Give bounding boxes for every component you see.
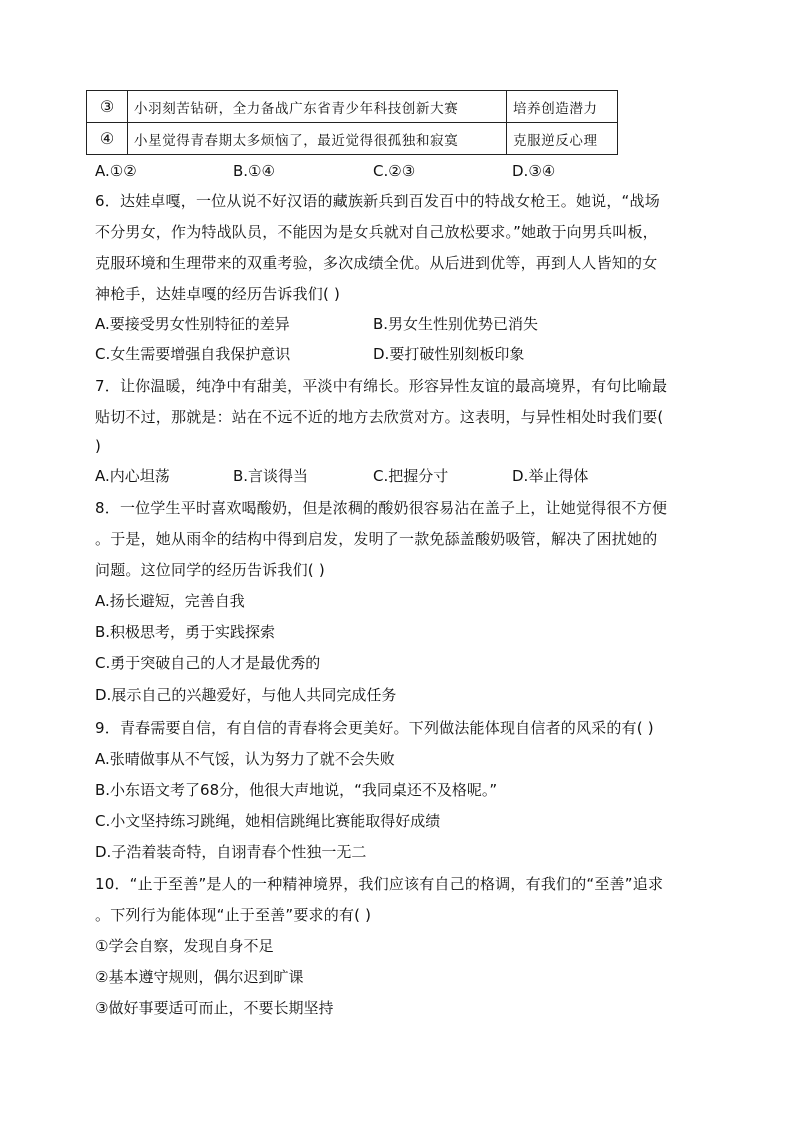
q10-line-1: 10．“止于至善”是人的一种精神境界，我们应该有自己的格调，有我们的“至善”追求 — [95, 875, 664, 893]
q9-option-d: D.子浩着装奇特，自诩青春个性独一无二 — [95, 843, 367, 861]
q9-option-b: B.小东语文考了68分，他很大声地说，“我同桌还不及格呢。” — [95, 781, 498, 799]
q5-option-c: C.②③ — [373, 162, 416, 180]
q10-item-2: ②基本遵守规则，偶尔迟到旷课 — [95, 968, 304, 986]
q6-line-3: 克服环境和生理带来的双重考验，多次成绩全优。从后进到优等，再到人人皆知的女 — [95, 254, 658, 272]
q10-item-3: ③做好事要适可而止，不要长期坚持 — [95, 999, 334, 1017]
q6-option-c: C.女生需要增强自我保护意识 — [95, 345, 291, 363]
table-row — [87, 123, 618, 155]
q5-option-d: D.③④ — [512, 162, 556, 180]
q10-item-1: ①学会自察，发现自身不足 — [95, 937, 274, 955]
row-effect: 克服逆反心理 — [507, 123, 618, 155]
q6-option-a: A.要接受男女性别特征的差异 — [95, 315, 290, 333]
q7-line-1: 7．让你温暖，纯净中有甜美，平淡中有绵长。形容异性友谊的最高境界，有句比喻最 — [95, 377, 668, 395]
row-description: 小羽刻苦钻研，全力备战广东省青少年科技创新大赛 — [128, 91, 507, 123]
q9-line-1: 9．青春需要自信，有自信的青春将会更美好。下列做法能体现自信者的风采的有( ) — [95, 719, 654, 737]
q10-line-2: 。下列行为能体现“止于至善”要求的有( ) — [95, 906, 372, 924]
q7-option-d: D.举止得体 — [512, 467, 589, 485]
q8-option-c: C.勇于突破自己的人才是最优秀的 — [95, 654, 321, 672]
q6-option-d: D.要打破性别刻板印象 — [373, 345, 525, 363]
q6-option-b: B.男女生性别优势已消失 — [373, 315, 539, 333]
q6-line-1: 6．达娃卓嘎，一位从说不好汉语的藏族新兵到百发百中的特战女枪王。她说，“战场 — [95, 192, 660, 210]
q7-option-c: C.把握分寸 — [373, 467, 449, 485]
q8-option-d: D.展示自己的兴趣爱好，与他人共同完成任务 — [95, 686, 397, 704]
q8-line-3: 问题。这位同学的经历告诉我们( ) — [95, 561, 325, 579]
answer-table — [86, 90, 618, 155]
q8-option-b: B.积极思考，勇于实践探索 — [95, 623, 276, 641]
row-number: ④ — [87, 123, 128, 155]
q6-line-4: 神枪手，达娃卓嘎的经历告诉我们( ) — [95, 285, 341, 303]
q7-line-3: ) — [95, 437, 102, 455]
q8-option-a: A.扬长避短，完善自我 — [95, 592, 245, 610]
q6-line-2: 不分男女，作为特战队员，不能因为是女兵就对自己放松要求。”她敢于向男兵叫板， — [95, 223, 658, 241]
q8-line-1: 8．一位学生平时喜欢喝酸奶，但是浓稠的酸奶很容易沾在盖子上，让她觉得很不方便 — [95, 499, 668, 517]
q7-option-b: B.言谈得当 — [233, 467, 309, 485]
q9-option-a: A.张晴做事从不气馁，认为努力了就不会失败 — [95, 750, 395, 768]
q9-option-c: C.小文坚持练习跳绳，她相信跳绳比赛能取得好成绩 — [95, 812, 441, 830]
table-row — [87, 91, 618, 123]
q8-line-2: 。于是，她从雨伞的结构中得到启发，发明了一款免舔盖酸奶吸管，解决了困扰她的 — [95, 530, 658, 548]
row-description: 小星觉得青春期太多烦恼了，最近觉得很孤独和寂寞 — [128, 123, 507, 155]
q7-option-a: A.内心坦荡 — [95, 467, 170, 485]
q7-line-2: 贴切不过，那就是：站在不远不近的地方去欣赏对方。这表明，与异性相处时我们要( — [95, 408, 664, 426]
row-effect: 培养创造潜力 — [507, 91, 618, 123]
q5-option-a: A.①② — [95, 162, 137, 180]
row-number: ③ — [87, 91, 128, 123]
q5-option-b: B.①④ — [233, 162, 275, 180]
